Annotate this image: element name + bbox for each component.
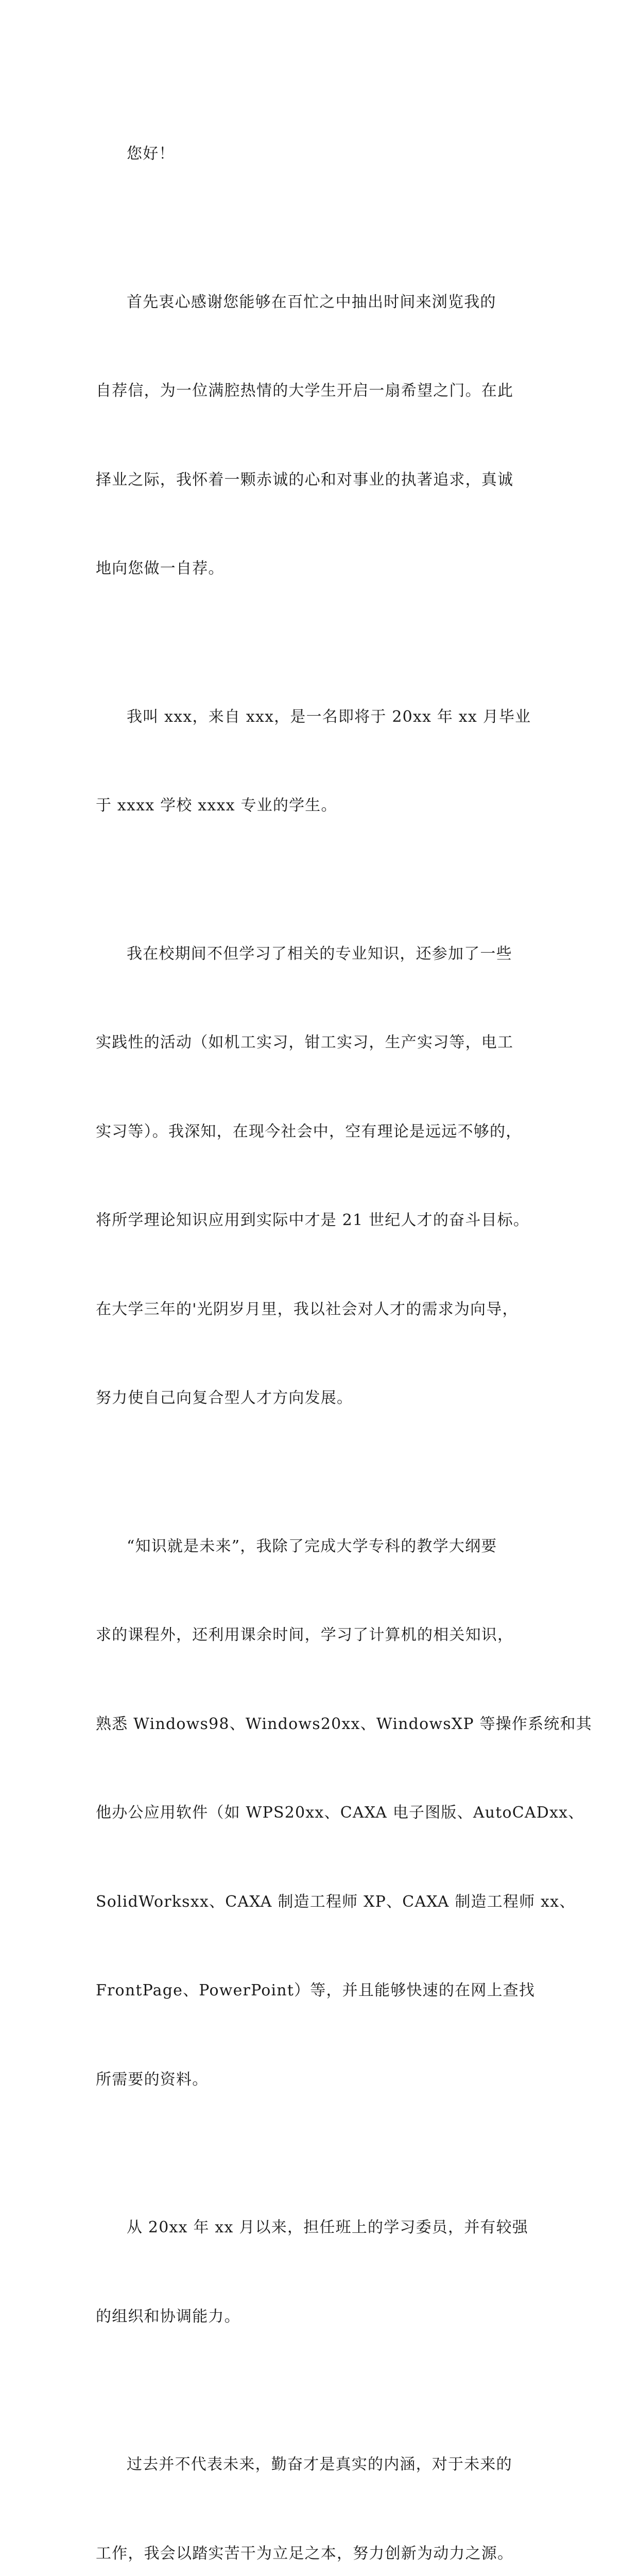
paragraph-line: 将所学理论知识应用到实际中才是 21 世纪人才的奋斗目标。 xyxy=(96,1211,530,1229)
paragraph-line: 工作，我会以踏实苦干为立足之本，努力创新为动力之源。 xyxy=(96,2544,514,2563)
paragraph-line: 在大学三年的'光阴岁月里，我以社会对人才的需求为向导， xyxy=(96,1300,519,1318)
paragraph-line: 熟悉 Windows98、Windows20xx、WindowsXP 等操作系统和其 xyxy=(96,1715,592,1733)
paragraph-class-role xyxy=(96,2154,544,2391)
paragraph-line: 自荐信，为一位满腔热情的大学生开启一扇希望之门。在此 xyxy=(96,382,514,400)
paragraph-school-experience xyxy=(96,880,544,1472)
greeting-paragraph xyxy=(96,80,544,228)
paragraph-line: “知识就是未来”，我除了完成大学专科的教学大纲要 xyxy=(127,1537,497,1555)
paragraph-self-introduction xyxy=(96,643,544,880)
paragraph-line: 过去并不代表未来，勤奋才是真实的内涵，对于未来的 xyxy=(127,2455,512,2473)
paragraph-computer-skills xyxy=(96,1472,592,2154)
letter-body xyxy=(96,80,592,2576)
paragraph-line: 实习等）。我深知，在现今社会中，空有理论是远远不够的， xyxy=(96,1122,522,1141)
paragraph-line: 他办公应用软件（如 WPS20xx、CAXA 电子图版、AutoCADxx、 xyxy=(96,1804,584,1822)
greeting-text: 您好！ xyxy=(127,145,175,163)
paragraph-future xyxy=(96,2391,544,2576)
paragraph-intro xyxy=(96,228,544,643)
paragraph-line: 的组织和协调能力。 xyxy=(96,2307,240,2326)
paragraph-line: 我叫 xxx，来自 xxx，是一名即将于 20xx 年 xx 月毕业 xyxy=(127,707,531,726)
paragraph-line: 首先衷心感谢您能够在百忙之中抽出时间来浏览我的 xyxy=(127,293,496,311)
paragraph-line: 努力使自己向复合型人才方向发展。 xyxy=(96,1389,353,1407)
paragraph-line: 于 xxxx 学校 xxxx 专业的学生。 xyxy=(96,796,337,815)
paragraph-line: 求的课程外，还利用课余时间，学习了计算机的相关知识， xyxy=(96,1626,514,1644)
paragraph-line: 实践性的活动（如机工实习，钳工实习，生产实习等，电工 xyxy=(96,1033,514,1052)
paragraph-line: 从 20xx 年 xx 月以来，担任班上的学习委员，并有较强 xyxy=(127,2218,528,2236)
paragraph-line: 我在校期间不但学习了相关的专业知识，还参加了一些 xyxy=(127,944,512,963)
paragraph-line: 地向您做一自荐。 xyxy=(96,560,224,578)
paragraph-line: SolidWorksxx、CAXA 制造工程师 XP、CAXA 制造工程师 xx、 xyxy=(96,1892,576,1911)
paragraph-line: 择业之际，我怀着一颗赤诚的心和对事业的执著追求，真诚 xyxy=(96,470,514,489)
paragraph-line: 所需要的资料。 xyxy=(96,2070,209,2089)
paragraph-line: FrontPage、PowerPoint）等，并且能够快速的在网上查找 xyxy=(96,1981,536,1999)
